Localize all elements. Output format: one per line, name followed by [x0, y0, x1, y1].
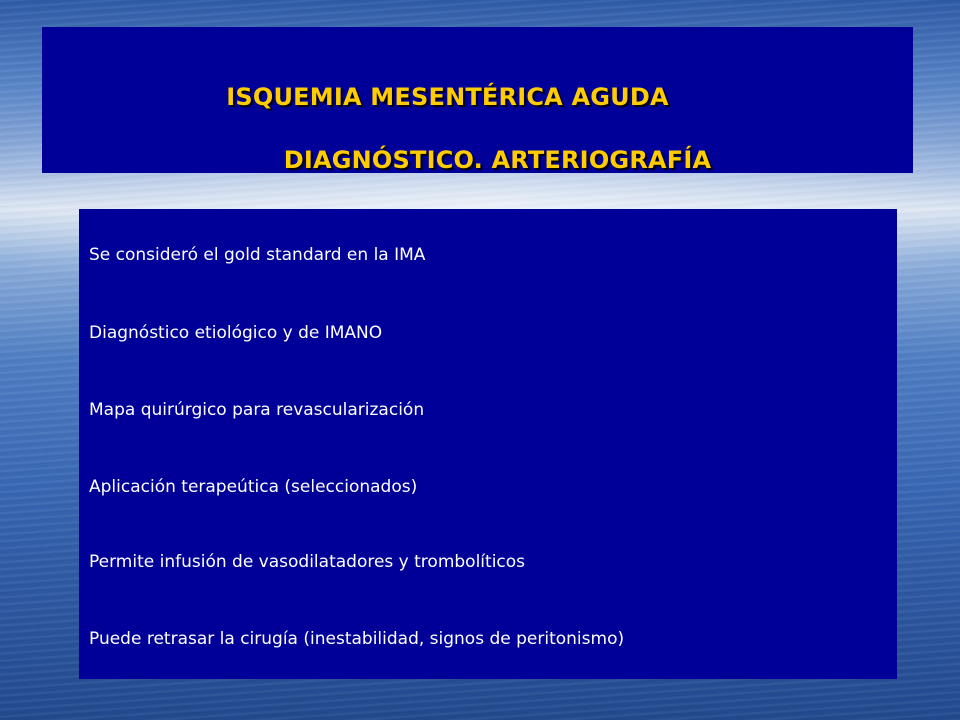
list-item: Se consideró el gold standard en la IMA: [89, 245, 426, 265]
list-item: Aplicación terapeútica (seleccionados): [89, 477, 418, 497]
title-box: [42, 27, 913, 173]
content-box: [79, 209, 897, 679]
list-item: Permite infusión de vasodilatadores y trombolíticos: [89, 552, 526, 572]
list-item: Mapa quirúrgico para revascularización: [89, 400, 425, 420]
slide-title: ISQUEMIA MESENTÉRICA AGUDA: [226, 83, 669, 111]
list-item: Diagnóstico etiológico y de IMANO: [89, 323, 383, 343]
slide-subtitle: DIAGNÓSTICO. ARTERIOGRAFÍA: [283, 146, 712, 174]
list-item: Puede retrasar la cirugía (inestabilidad, signos de peritonismo): [89, 629, 625, 649]
